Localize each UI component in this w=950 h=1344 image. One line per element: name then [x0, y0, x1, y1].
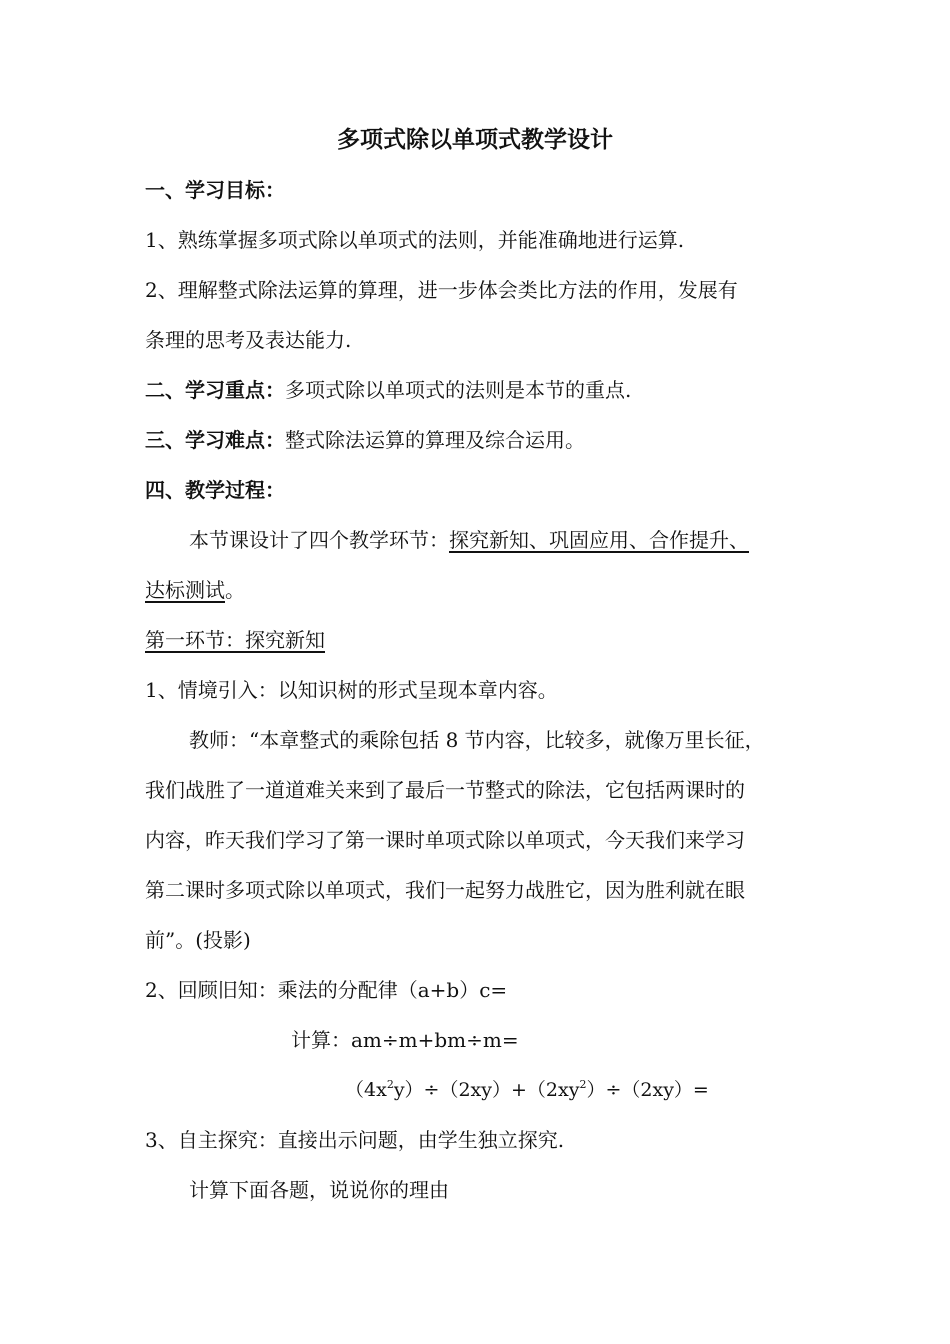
expr-sup-2: 2	[579, 1078, 587, 1091]
goal-2-line-1: 2、理解整式除法运算的算理，进一步体会类比方法的作用，发展有	[145, 278, 738, 302]
teacher-quote-line-5: 前”。(投影)	[145, 928, 251, 952]
section-2	[145, 376, 810, 404]
stage-1-heading	[145, 626, 810, 654]
goal-1: 1、熟练掌握多项式除以单项式的法则，并能准确地进行运算.	[145, 228, 685, 252]
stages-list-underlined: 探究新知、巩固应用、合作提升、	[449, 528, 749, 552]
calc-label: 计算：am÷m+bm÷m=	[291, 1028, 519, 1052]
section-2-heading: 二、学习重点：	[145, 378, 285, 402]
item-3: 3、自主探究：直接出示问题，由学生独立探究.	[145, 1128, 565, 1152]
expression-line	[145, 1076, 810, 1104]
section-3-heading: 三、学习难点：	[145, 428, 285, 452]
teacher-quote-line-4: 第二课时多项式除以单项式，我们一起努力战胜它，因为胜利就在眼	[145, 878, 745, 902]
expr-part-2: y）÷（2xy）+（2xy	[393, 1079, 580, 1101]
intro-line-1	[145, 526, 810, 554]
expr-part-1: （4x	[345, 1079, 387, 1101]
item-3-sub: 计算下面各题，说说你的理由	[189, 1178, 449, 1202]
stage-1-label: 第一环节：探究新知	[145, 628, 325, 652]
item-1: 1、情境引入：以知识树的形式呈现本章内容。	[145, 678, 558, 702]
item-2: 2、回顾旧知：乘法的分配律（a+b）c=	[145, 978, 508, 1002]
section-4-heading: 四、教学过程：	[145, 478, 285, 502]
teacher-quote-line-3: 内容，昨天我们学习了第一课时单项式除以单项式，今天我们来学习	[145, 828, 745, 852]
intro-end-punct: 。	[225, 578, 245, 602]
teacher-quote-line-1: 教师：“本章整式的乘除包括 8 节内容，比较多，就像万里长征，	[189, 728, 765, 752]
section-2-text: 多项式除以单项式的法则是本节的重点.	[285, 378, 632, 402]
section-1-heading: 一、学习目标：	[145, 178, 285, 202]
goal-2-line-2: 条理的思考及表达能力.	[145, 328, 352, 352]
teacher-quote-line-2: 我们战胜了一道道难关来到了最后一节整式的除法，它包括两课时的	[145, 778, 745, 802]
section-3	[145, 426, 810, 454]
expr-part-3: ）÷（2xy）=	[586, 1079, 709, 1101]
expr-sup-1: 2	[386, 1078, 394, 1091]
stages-list-underlined-end: 达标测试	[145, 578, 225, 602]
document-title: 多项式除以单项式教学设计	[337, 126, 613, 153]
intro-text: 本节课设计了四个教学环节：	[189, 528, 449, 552]
intro-line-2	[145, 576, 810, 604]
section-3-text: 整式除法运算的算理及综合运用。	[285, 428, 585, 452]
